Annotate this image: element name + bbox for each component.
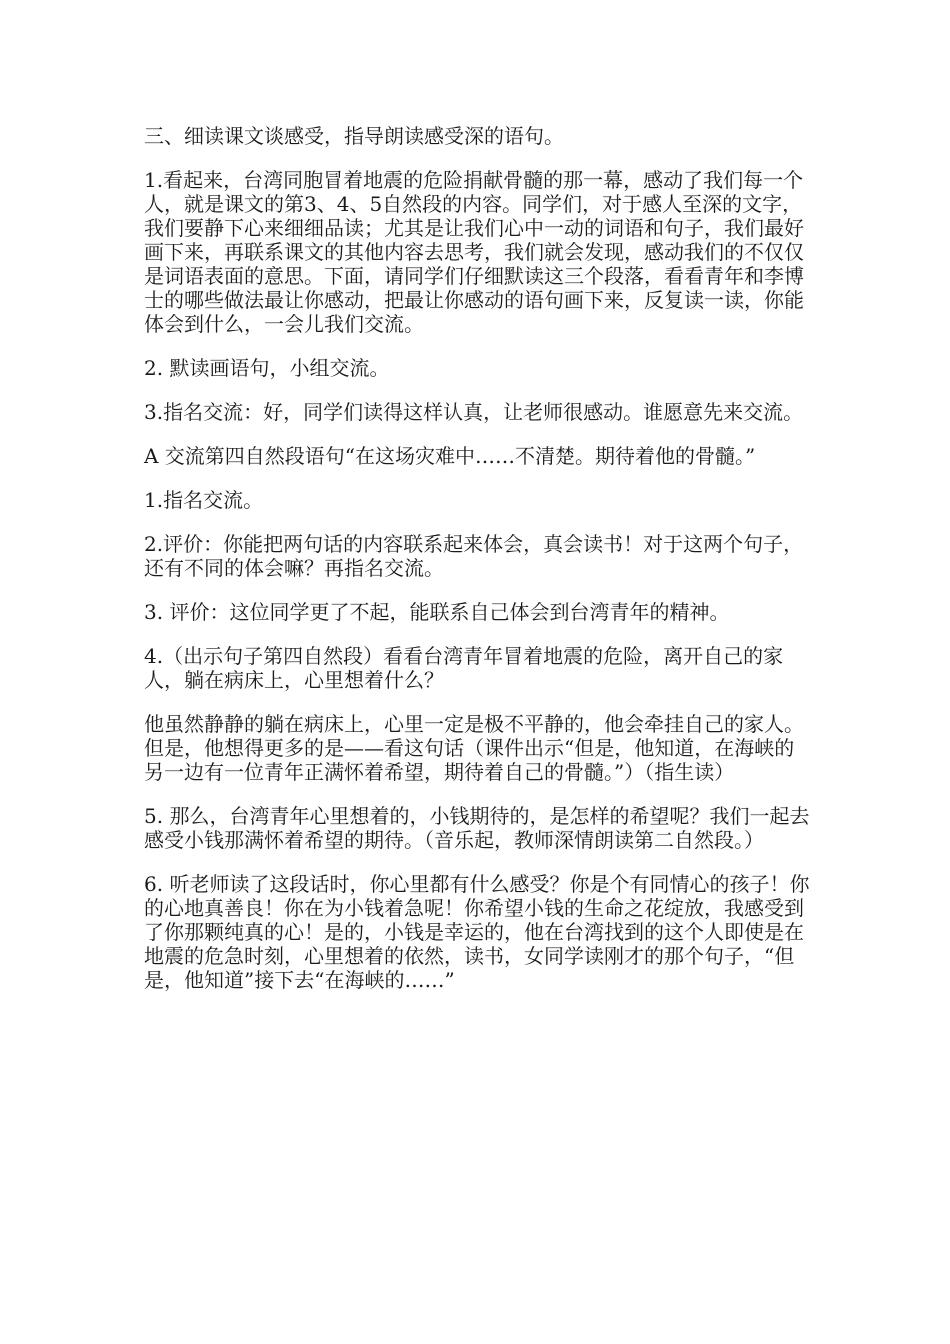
paragraph: 4.（出示句子第四自然段）看看台湾青年冒着地震的危险，离开自己的家人，躺在病床上，心里想着什么？: [144, 644, 784, 692]
paragraph: 3.指名交流：好，同学们读得这样认真，让老师很感动。谁愿意先来交流。: [144, 400, 804, 424]
paragraph: A 交流第四自然段语句“在这场灾难中……不清楚。期待着他的骨髓。”: [144, 444, 756, 468]
paragraph: 3. 评价：这位同学更了不起，能联系自己体会到台湾青年的精神。: [144, 600, 730, 624]
document-body: [144, 124, 814, 1012]
paragraph: 6. 听老师读了这段话时，你心里都有什么感受？你是个有同情心的孩子！你的心地真善良！你在为小钱着急呢！你希望小钱的生命之花绽放，我感受到了你那颗纯真的心！是的，小钱是幸运的，他在台湾找到的这个人即使是在地震的危急时刻，心里想着的依然，读书，女同学读刚才的那个句子，“但是，他知道”接下去“在海峡的……”: [144, 872, 810, 992]
paragraph: 2. 默读画语句，小组交流。: [144, 356, 390, 380]
paragraph: 2.评价：你能把两句话的内容联系起来体会，真会读书！对于这两个句子，还有不同的体会嘛？再指名交流。: [144, 532, 804, 580]
paragraph: 5. 那么，台湾青年心里想着的，小钱期待的，是怎样的希望呢？我们一起去感受小钱那满怀着希望的期待。（音乐起，教师深情朗读第二自然段。）: [144, 804, 810, 852]
paragraph: 他虽然静静的躺在病床上，心里一定是极不平静的，他会牵挂自己的家人。但是，他想得更多的是——看这句话（课件出示“但是，他知道，在海峡的另一边有一位青年正满怀着希望，期待着自己的骨髓。”）（指生读）: [144, 712, 804, 784]
paragraph: 1.看起来，台湾同胞冒着地震的危险捐献骨髓的那一幕，感动了我们每一个人，就是课文的第3、4、5自然段的内容。同学们，对于感人至深的文字，我们要静下心来细细品读；尤其是让我们心中一动的词语和句子，我们最好画下来，再联系课文的其他内容去思考，我们就会发现，感动我们的不仅仅是词语表面的意思。下面，请同学们仔细默读这三个段落，看看青年和李博士的哪些做法最让你感动，把最让你感动的语句画下来，反复读一读，你能体会到什么，一会儿我们交流。: [144, 168, 804, 336]
paragraph: 1.指名交流。: [144, 488, 264, 512]
section-heading: 三、细读课文谈感受，指导朗读感受深的语句。: [144, 124, 564, 148]
